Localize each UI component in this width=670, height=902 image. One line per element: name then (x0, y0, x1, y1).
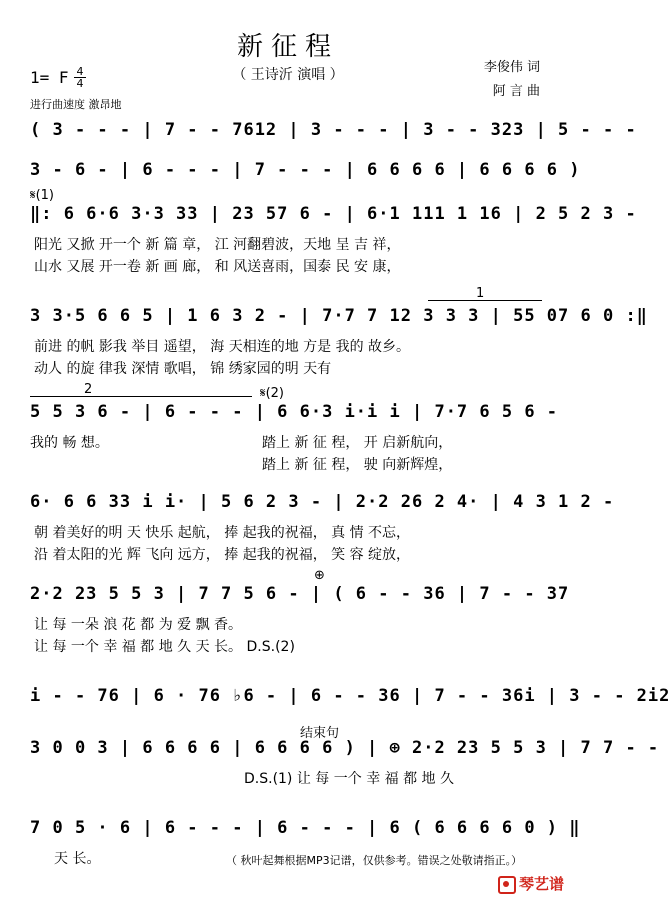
lyric-line: 动人 的旋 律我 深情 歌唱， 锦 绣家园的明 天有 (34, 361, 332, 377)
site-logo (498, 873, 564, 894)
notation-line: 3 3·5 6 6 5 | 1 6 3 2 - | 7·7 7 12 3 3 3 | 55 07 6 0 :‖ (30, 306, 648, 326)
time-bottom: 4 (74, 77, 86, 89)
volta-number: 1 (476, 286, 485, 301)
lyricist-credit: 李俊伟 词 (483, 60, 540, 75)
notation-line: 3 0 0 3 | 6 6 6 6 | 6 6 6 6 ) | ⊕ 2·2 23 5 5 3 | 7 7 - - (30, 738, 660, 758)
lyric-line: 踏上 新 征 程， 驶 向新辉煌， (262, 457, 453, 473)
notation-line: ‖: 6 6·6 3·3 33 | 23 57 6 - | 6·1 111 1 16 | 2 5 2 3 - (30, 204, 637, 224)
repeat-sign: 𝄋(1) (30, 188, 55, 203)
time-signature (74, 66, 86, 89)
lyric-line: 我的 畅 想。 (30, 435, 109, 451)
lyric-line: D.S.(1) 让 每 一个 幸 福 都 地 久 (244, 771, 454, 787)
lyric-line: 让 每 一个 幸 福 都 地 久 天 长。 D.S.(2) (34, 639, 295, 655)
notation-line: 7 0 5 · 6 | 6 - - - | 6 - - - | 6 ( 6 6 6 6 0 ) ‖ (30, 818, 581, 838)
logo-icon (498, 876, 516, 894)
composer-credit: 阿 言 曲 (492, 84, 540, 99)
key-signature: 1= F (30, 68, 69, 87)
notation-line: 2·2 23 5 5 3 | 7 7 5 6 - | ( 6 - - 36 | 7 - - 37 (30, 584, 570, 604)
lyric-line: 沿 着太阳的光 辉 飞向 远方， 捧 起我的祝福， 笑 容 绽放， (34, 547, 411, 563)
volta-number: 2 (84, 382, 93, 397)
lyric-line: 让 每 一朵 浪 花 都 为 爱 飘 香。 (34, 617, 243, 633)
song-title: 新征程 (236, 32, 339, 62)
repeat-sign: ⊕ (314, 568, 325, 583)
notation-line: i - - 76 | 6 · 76 ♭6 - | 6 - - 36 | 7 - - 36i | 3 - - 2i2 (30, 686, 670, 706)
song-subtitle: （ 王诗沂 演唱 ） (232, 67, 344, 83)
lyric-line: 天 长。 (54, 851, 101, 867)
notation-line: 5 5 3 6 - | 6 - - - | 6 6·3 i·i i | 7·7 6 5 6 - (30, 402, 559, 422)
volta-bracket (30, 396, 252, 397)
lyric-line: 阳光 又掀 开一个 新 篇 章， 江 河翻碧波，天地 呈 吉 祥， (34, 237, 401, 253)
time-top: 4 (76, 65, 84, 78)
notation-line: 6· 6 6 33 i i· | 5 6 2 3 - | 2·2 26 2 4· | 4 3 1 2 - (30, 492, 615, 512)
lyric-line: 山水 又展 开一卷 新 画 廊， 和 风送喜雨，国泰 民 安 康， (34, 259, 401, 275)
notation-line: 3 - 6 - | 6 - - - | 7 - - - | 6 6 6 6 | 6 6 6 6 ) (30, 160, 581, 180)
lyric-line: 踏上 新 征 程， 开 启新航向， (262, 435, 453, 451)
footer-note: （ 秋叶起舞根据MP3记谱，仅供参考。错误之处敬请指正。） (226, 854, 523, 867)
notation-line: ( 3 - - - | 7 - - 7612 | 3 - - - | 3 - - 323 | 5 - - - (30, 120, 637, 140)
repeat-sign: 𝄋(2) (260, 386, 285, 401)
repeat-sign: 结束句 (300, 726, 340, 741)
lyric-line: 前进 的帆 影我 举目 遥望， 海 天相连的地 方是 我的 故乡。 (34, 339, 411, 355)
lyric-line: 朝 着美好的明 天 快乐 起航， 捧 起我的祝福， 真 情 不忘， (34, 525, 411, 541)
tempo-marking: 进行曲速度 激昂地 (30, 98, 122, 111)
logo-text: 琴艺谱 (518, 875, 564, 893)
volta-bracket (428, 300, 542, 301)
